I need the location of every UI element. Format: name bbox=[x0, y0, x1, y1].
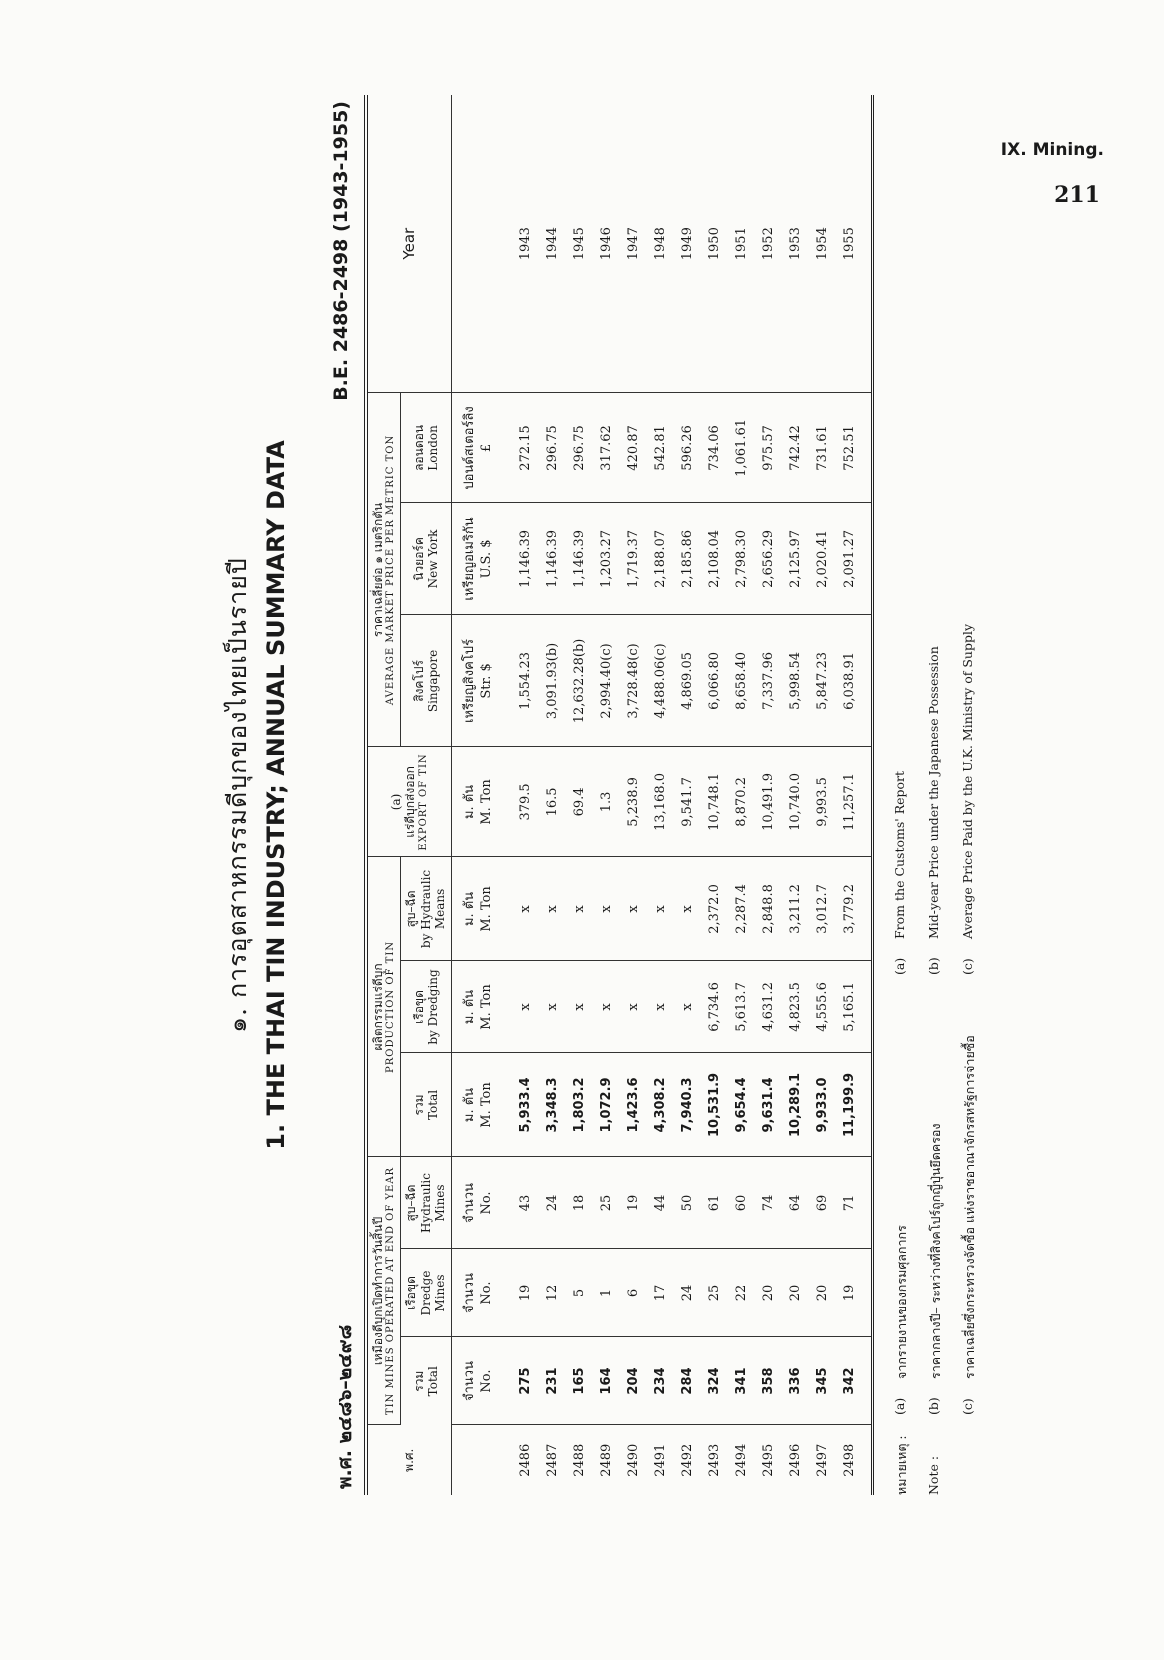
newyork-thai: นิวยอร์ค bbox=[411, 537, 426, 581]
note-thai-a bbox=[892, 975, 912, 1415]
table-row bbox=[701, 95, 728, 1495]
cell-total: 231 bbox=[539, 1337, 566, 1425]
table-row bbox=[755, 95, 782, 1495]
cell-year: 1954 bbox=[809, 95, 836, 393]
note-text: ราคากลางปี– ระหว่างที่สิงคโปร์ถูกญี่ปุ่นยึดครอง bbox=[927, 1123, 943, 1379]
cell-year: 1945 bbox=[566, 95, 593, 393]
singapore-en: Singapore bbox=[425, 649, 440, 713]
cell-london: 1,061.61 bbox=[728, 393, 755, 503]
singapore-thai: สิงคโปร์ bbox=[411, 660, 426, 702]
cell-prod-dredge: x bbox=[674, 961, 701, 1053]
unit-str-en: Str. $ bbox=[478, 663, 494, 699]
cell-london: 296.75 bbox=[566, 393, 593, 503]
cell-newyork: 2,108.04 bbox=[701, 503, 728, 615]
cell-london: 420.87 bbox=[620, 393, 647, 503]
cell-newyork: 1,146.39 bbox=[504, 503, 539, 615]
cell-hydraulic: 24 bbox=[539, 1157, 566, 1249]
note-text: Average Price Paid by the U.K. Ministry of Supply bbox=[959, 623, 975, 939]
cell-year: 1943 bbox=[504, 95, 539, 393]
unit-dredge bbox=[451, 1249, 504, 1337]
unit-total bbox=[451, 1337, 504, 1425]
cell-hydraulic: 43 bbox=[504, 1157, 539, 1249]
cell-prod-dredge: 4,555.6 bbox=[809, 961, 836, 1053]
cell-london: 272.15 bbox=[504, 393, 539, 503]
cell-be: 2491 bbox=[652, 1443, 668, 1477]
cell-newyork: 1,719.37 bbox=[620, 503, 647, 615]
cell-prod-total: 9,933.0 bbox=[809, 1053, 836, 1157]
note-mark: (b) bbox=[925, 957, 941, 975]
mines-hydraulic-header bbox=[401, 1157, 451, 1249]
note-mark: (a) bbox=[891, 1397, 907, 1415]
cell-singapore: 6,038.91 bbox=[836, 615, 873, 747]
cell-hydraulic: 50 bbox=[674, 1157, 701, 1249]
cell-year: 1952 bbox=[755, 95, 782, 393]
prod-total-en: Total bbox=[425, 1089, 440, 1121]
cell-total: 164 bbox=[593, 1337, 620, 1425]
unit-year-empty bbox=[451, 95, 504, 393]
rotated-table-page bbox=[210, 95, 977, 1495]
cell-singapore: 12,632.28(b) bbox=[566, 615, 593, 747]
cell-be: 2496 bbox=[787, 1443, 803, 1477]
mines-hydraulic-thai: สูบ–ฉีด bbox=[404, 1184, 419, 1222]
cell-be: 2498 bbox=[841, 1443, 857, 1477]
unit-count-thai: จำนวน bbox=[461, 1182, 477, 1223]
cell-prod-hydraulic: 3,779.2 bbox=[836, 857, 873, 961]
cell-be: 2494 bbox=[733, 1443, 749, 1477]
cell-hydraulic: 61 bbox=[701, 1157, 728, 1249]
cell-year: 1949 bbox=[674, 95, 701, 393]
cell-hydraulic: 25 bbox=[593, 1157, 620, 1249]
cell-prod-total: 7,940.3 bbox=[674, 1053, 701, 1157]
cell-year: 1947 bbox=[620, 95, 647, 393]
unit-gbp-thai: ปอนด์สเตอร์ลิง bbox=[461, 406, 477, 490]
cell-prod-hydraulic: 2,372.0 bbox=[701, 857, 728, 961]
note-mark: (b) bbox=[925, 1397, 941, 1415]
cell-prod-hydraulic: 2,848.8 bbox=[755, 857, 782, 961]
table-row bbox=[782, 95, 809, 1495]
cell-prod-hydraulic: 3,211.2 bbox=[782, 857, 809, 961]
unit-us-thai: เหรียญอเมริกัน bbox=[461, 517, 477, 601]
cell-prod-dredge: x bbox=[647, 961, 674, 1053]
mines-header-en: TIN MINES OPERATED AT END OF YEAR bbox=[385, 1166, 397, 1416]
table-row bbox=[593, 95, 620, 1495]
cell-be: 2490 bbox=[625, 1443, 641, 1477]
cell-be: 2493 bbox=[706, 1443, 722, 1477]
unit-empty bbox=[451, 1425, 504, 1495]
notes-thai bbox=[892, 95, 912, 1495]
cell-prod-dredge: x bbox=[566, 961, 593, 1053]
prod-total-header bbox=[401, 1053, 451, 1157]
note-mark: (a) bbox=[891, 957, 907, 975]
cell-hydraulic: 19 bbox=[620, 1157, 647, 1249]
unit-ton-en: M. Ton bbox=[478, 1082, 494, 1128]
be-header-text: พ.ศ. bbox=[402, 1448, 417, 1472]
cell-hydraulic: 60 bbox=[728, 1157, 755, 1249]
period-line bbox=[330, 95, 360, 1495]
thai-title: ๑. การอุตสาหกรรมดีบุกของไทยเป็นรายปี bbox=[223, 557, 252, 1033]
newyork-en: New York bbox=[425, 529, 440, 589]
london-header bbox=[401, 393, 451, 503]
unit-ton-thai: ม. ตัน bbox=[461, 1087, 477, 1123]
cell-be: 2495 bbox=[760, 1443, 776, 1477]
cell-prod-hydraulic: x bbox=[647, 857, 674, 961]
cell-hydraulic: 74 bbox=[755, 1157, 782, 1249]
cell-dredge: 25 bbox=[701, 1249, 728, 1337]
unit-ton-thai: ม. ตัน bbox=[461, 891, 477, 927]
notes-label-thai: หมายเหตุ : bbox=[893, 1435, 909, 1495]
cell-singapore: 8,658.40 bbox=[728, 615, 755, 747]
cell-singapore: 2,994.40(c) bbox=[593, 615, 620, 747]
unit-ton-en: M. Ton bbox=[478, 886, 494, 932]
cell-export: 13,168.0 bbox=[647, 747, 674, 857]
unit-ton-thai: ม. ตัน bbox=[461, 989, 477, 1025]
unit-ton-en: M. Ton bbox=[478, 779, 494, 825]
note-en-a bbox=[892, 535, 912, 975]
note-thai-b bbox=[926, 975, 946, 1415]
unit-hydraulic bbox=[451, 1157, 504, 1249]
cell-hydraulic: 64 bbox=[782, 1157, 809, 1249]
cell-london: 296.75 bbox=[539, 393, 566, 503]
cell-prod-total: 1,072.9 bbox=[593, 1053, 620, 1157]
cell-year: 1944 bbox=[539, 95, 566, 393]
cell-export: 379.5 bbox=[504, 747, 539, 857]
cell-year: 1946 bbox=[593, 95, 620, 393]
newyork-header bbox=[401, 503, 451, 615]
cell-newyork: 2,020.41 bbox=[809, 503, 836, 615]
unit-us-en: U.S. $ bbox=[478, 539, 494, 579]
cell-dredge: 12 bbox=[539, 1249, 566, 1337]
singapore-header bbox=[401, 615, 451, 747]
cell-singapore: 4,488.06(c) bbox=[647, 615, 674, 747]
export-note-mark: (a) bbox=[388, 793, 403, 811]
cell-prod-hydraulic: x bbox=[504, 857, 539, 961]
cell-prod-dredge: 4,823.5 bbox=[782, 961, 809, 1053]
prod-total-thai: รวม bbox=[411, 1094, 426, 1116]
note-en-b bbox=[926, 535, 946, 975]
cell-london: 734.06 bbox=[701, 393, 728, 503]
cell-year: 1955 bbox=[836, 95, 873, 393]
cell-singapore: 4,869.05 bbox=[674, 615, 701, 747]
unit-count-en: No. bbox=[478, 1281, 494, 1305]
period-thai: พ.ศ. ๒๔๘๖–๒๔๙๘ bbox=[334, 1324, 356, 1489]
cell-export: 5,238.9 bbox=[620, 747, 647, 857]
cell-be: 2486 bbox=[517, 1443, 533, 1477]
cell-london: 542.81 bbox=[647, 393, 674, 503]
cell-prod-dredge: x bbox=[539, 961, 566, 1053]
cell-hydraulic: 71 bbox=[836, 1157, 873, 1249]
mines-dredge-thai: เรือขุด bbox=[404, 1276, 419, 1310]
unit-str-thai: เหรียญสิงคโปร์ bbox=[461, 639, 477, 723]
notes-c bbox=[960, 95, 980, 1495]
cell-newyork: 1,146.39 bbox=[566, 503, 593, 615]
cell-total: 275 bbox=[504, 1337, 539, 1425]
unit-singapore bbox=[451, 615, 504, 747]
unit-ton-thai: ม. ตัน bbox=[461, 784, 477, 820]
mines-header-thai: เหมืองดีบุกเปิดทำการวันสิ้นปี bbox=[371, 1216, 385, 1366]
mines-dredge-en: Dredge Mines bbox=[418, 1270, 448, 1316]
notes-label-en: Note : bbox=[925, 1455, 941, 1495]
table-row bbox=[836, 95, 873, 1495]
table-row bbox=[809, 95, 836, 1495]
cell-prod-hydraulic: x bbox=[674, 857, 701, 961]
cell-prod-total: 11,199.9 bbox=[836, 1053, 873, 1157]
unit-prod-hydraulic bbox=[451, 857, 504, 961]
cell-dredge: 24 bbox=[674, 1249, 701, 1337]
cell-year: 1948 bbox=[647, 95, 674, 393]
cell-hydraulic: 44 bbox=[647, 1157, 674, 1249]
note-en-c bbox=[960, 535, 980, 975]
cell-prod-total: 1,803.2 bbox=[566, 1053, 593, 1157]
cell-dredge: 20 bbox=[782, 1249, 809, 1337]
cell-london: 752.51 bbox=[836, 393, 873, 503]
export-header bbox=[366, 747, 451, 857]
unit-prod-dredge bbox=[451, 961, 504, 1053]
table-row bbox=[647, 95, 674, 1495]
unit-ton-en: M. Ton bbox=[478, 984, 494, 1030]
note-thai-c bbox=[960, 975, 980, 1415]
export-header-en: EXPORT OF TIN bbox=[417, 753, 429, 851]
cell-london: 975.57 bbox=[755, 393, 782, 503]
london-thai: ลอนดอน bbox=[411, 424, 426, 471]
unit-newyork bbox=[451, 503, 504, 615]
cell-total: 342 bbox=[836, 1337, 873, 1425]
cell-singapore: 5,998.54 bbox=[782, 615, 809, 747]
note-text: ราคาเฉลี่ยซึ่งกระทรวงจัดซื้อ แห่งราชอาณาจักรสหรัฐการจ่ายซื้อ bbox=[961, 1035, 977, 1379]
cell-newyork: 2,125.97 bbox=[782, 503, 809, 615]
cell-export: 1.3 bbox=[593, 747, 620, 857]
cell-total: 165 bbox=[566, 1337, 593, 1425]
cell-newyork: 2,798.30 bbox=[728, 503, 755, 615]
cell-prod-hydraulic: 3,012.7 bbox=[809, 857, 836, 961]
cell-prod-total: 5,933.4 bbox=[504, 1053, 539, 1157]
production-header-thai: ผลิตกรรมแร่ดีบุก bbox=[371, 963, 385, 1051]
cell-export: 10,491.9 bbox=[755, 747, 782, 857]
cell-prod-hydraulic: x bbox=[620, 857, 647, 961]
prod-hydraulic-thai: สูบ–ฉีด bbox=[404, 890, 419, 928]
unit-london bbox=[451, 393, 504, 503]
cell-export: 9,993.5 bbox=[809, 747, 836, 857]
cell-singapore: 3,091.93(b) bbox=[539, 615, 566, 747]
cell-export: 16.5 bbox=[539, 747, 566, 857]
cell-dredge: 20 bbox=[755, 1249, 782, 1337]
cell-singapore: 7,337.96 bbox=[755, 615, 782, 747]
price-header-thai: ราคาเฉลี่ยต่อ ๑ เมตริกตัน bbox=[371, 502, 385, 638]
unit-prod-total bbox=[451, 1053, 504, 1157]
price-header bbox=[366, 393, 401, 747]
cell-export: 10,740.0 bbox=[782, 747, 809, 857]
cell-prod-hydraulic: x bbox=[593, 857, 620, 961]
data-rows bbox=[504, 95, 873, 1495]
cell-total: 324 bbox=[701, 1337, 728, 1425]
cell-year: 1950 bbox=[701, 95, 728, 393]
table-row bbox=[566, 95, 593, 1495]
cell-export: 8,870.2 bbox=[728, 747, 755, 857]
cell-london: 596.26 bbox=[674, 393, 701, 503]
cell-dredge: 6 bbox=[620, 1249, 647, 1337]
unit-count-thai: จำนวน bbox=[461, 1361, 477, 1401]
cell-london: 742.42 bbox=[782, 393, 809, 503]
cell-prod-dredge: 5,165.1 bbox=[836, 961, 873, 1053]
london-en: London bbox=[425, 425, 440, 471]
tin-industry-table bbox=[364, 95, 874, 1495]
table-row bbox=[728, 95, 755, 1495]
cell-prod-hydraulic: 2,287.4 bbox=[728, 857, 755, 961]
cell-export: 69.4 bbox=[566, 747, 593, 857]
cell-singapore: 1,554.23 bbox=[504, 615, 539, 747]
export-header-thai: แร่ดีบุกส่งออก bbox=[403, 766, 418, 838]
units-row bbox=[451, 95, 504, 1495]
note-text: From the Customs' Report bbox=[891, 770, 907, 939]
unit-gbp-en: £ bbox=[478, 443, 494, 453]
cell-prod-total: 9,654.4 bbox=[728, 1053, 755, 1157]
mines-total-thai: รวม bbox=[411, 1370, 426, 1392]
cell-prod-dredge: 6,734.6 bbox=[701, 961, 728, 1053]
title-block bbox=[218, 95, 328, 1495]
cell-total: 341 bbox=[728, 1337, 755, 1425]
cell-export: 9,541.7 bbox=[674, 747, 701, 857]
prod-hydraulic-en: by Hydraulic Means bbox=[418, 869, 448, 949]
english-title: 1. THE THAI TIN INDUSTRY; ANNUAL SUMMARY DATA bbox=[262, 440, 290, 1150]
cell-be: 2497 bbox=[814, 1443, 830, 1477]
mines-dredge-header bbox=[401, 1249, 451, 1337]
cell-prod-total: 10,289.1 bbox=[782, 1053, 809, 1157]
note-text: จากรายงานของกรมศุลกากร bbox=[893, 1225, 909, 1379]
table-row bbox=[539, 95, 566, 1495]
price-header-en: AVERAGE MARKET PRICE PER METRIC TON bbox=[385, 434, 397, 706]
cell-total: 358 bbox=[755, 1337, 782, 1425]
cell-dredge: 17 bbox=[647, 1249, 674, 1337]
mines-hydraulic-en: Hydraulic Mines bbox=[418, 1173, 448, 1233]
cell-singapore: 5,847.23 bbox=[809, 615, 836, 747]
cell-singapore: 6,066.80 bbox=[701, 615, 728, 747]
cell-dredge: 22 bbox=[728, 1249, 755, 1337]
cell-prod-total: 1,423.6 bbox=[620, 1053, 647, 1157]
cell-prod-hydraulic: x bbox=[566, 857, 593, 961]
prod-dredge-header bbox=[401, 961, 451, 1053]
unit-count-thai: จำนวน bbox=[461, 1273, 477, 1313]
cell-prod-total: 4,308.2 bbox=[647, 1053, 674, 1157]
cell-prod-dredge: x bbox=[504, 961, 539, 1053]
cell-singapore: 3,728.48(c) bbox=[620, 615, 647, 747]
section-heading: IX. Mining. bbox=[1000, 140, 1104, 160]
cell-prod-dredge: 5,613.7 bbox=[728, 961, 755, 1053]
page-number: 211 bbox=[1054, 182, 1100, 208]
production-header-en: PRODUCTION OF TIN bbox=[385, 940, 397, 1073]
period-english: B.E. 2486-2498 (1943-1955) bbox=[330, 101, 352, 401]
cell-total: 234 bbox=[647, 1337, 674, 1425]
year-header bbox=[366, 95, 451, 393]
cell-dredge: 19 bbox=[836, 1249, 873, 1337]
mines-header bbox=[366, 1157, 401, 1425]
cell-newyork: 2,091.27 bbox=[836, 503, 873, 615]
cell-dredge: 19 bbox=[504, 1249, 539, 1337]
cell-newyork: 1,203.27 bbox=[593, 503, 620, 615]
mines-total-en: Total bbox=[425, 1366, 440, 1397]
production-header bbox=[366, 857, 401, 1157]
unit-count-en: No. bbox=[478, 1369, 494, 1393]
cell-export: 10,748.1 bbox=[701, 747, 728, 857]
cell-hydraulic: 69 bbox=[809, 1157, 836, 1249]
unit-export bbox=[451, 747, 504, 857]
cell-london: 317.62 bbox=[593, 393, 620, 503]
cell-prod-dredge: x bbox=[620, 961, 647, 1053]
notes-b bbox=[926, 95, 946, 1495]
cell-newyork: 2,185.86 bbox=[674, 503, 701, 615]
cell-be: 2492 bbox=[679, 1443, 695, 1477]
cell-prod-total: 3,348.3 bbox=[539, 1053, 566, 1157]
unit-count-en: No. bbox=[478, 1191, 494, 1215]
cell-total: 345 bbox=[809, 1337, 836, 1425]
note-text: Mid-year Price under the Japanese Possession bbox=[925, 646, 941, 939]
cell-hydraulic: 18 bbox=[566, 1157, 593, 1249]
prod-dredge-en: by Dredging bbox=[425, 969, 440, 1045]
cell-export: 11,257.1 bbox=[836, 747, 873, 857]
cell-year: 1951 bbox=[728, 95, 755, 393]
note-mark: (c) bbox=[959, 958, 975, 975]
cell-prod-total: 10,531.9 bbox=[701, 1053, 728, 1157]
cell-total: 284 bbox=[674, 1337, 701, 1425]
be-header bbox=[366, 1425, 451, 1495]
cell-prod-hydraulic: x bbox=[539, 857, 566, 961]
cell-newyork: 2,656.29 bbox=[755, 503, 782, 615]
cell-year: 1953 bbox=[782, 95, 809, 393]
cell-be: 2488 bbox=[571, 1443, 587, 1477]
table-row bbox=[674, 95, 701, 1495]
note-mark: (c) bbox=[959, 1398, 975, 1415]
cell-total: 204 bbox=[620, 1337, 647, 1425]
prod-dredge-thai: เรือขุด bbox=[411, 990, 426, 1024]
cell-prod-total: 9,631.4 bbox=[755, 1053, 782, 1157]
cell-dredge: 1 bbox=[593, 1249, 620, 1337]
prod-hydraulic-header bbox=[401, 857, 451, 961]
cell-newyork: 2,188.07 bbox=[647, 503, 674, 615]
notes-block bbox=[892, 95, 980, 1495]
cell-dredge: 20 bbox=[809, 1249, 836, 1337]
cell-total: 336 bbox=[782, 1337, 809, 1425]
cell-newyork: 1,146.39 bbox=[539, 503, 566, 615]
cell-prod-dredge: x bbox=[593, 961, 620, 1053]
table-row bbox=[504, 95, 539, 1495]
cell-be: 2489 bbox=[598, 1443, 614, 1477]
table-row bbox=[620, 95, 647, 1495]
cell-dredge: 5 bbox=[566, 1249, 593, 1337]
year-header-text: Year bbox=[400, 227, 419, 260]
cell-london: 731.61 bbox=[809, 393, 836, 503]
notes-label-spacer bbox=[960, 1415, 980, 1495]
mines-total-header bbox=[401, 1337, 451, 1425]
cell-be: 2487 bbox=[544, 1443, 560, 1477]
cell-prod-dredge: 4,631.2 bbox=[755, 961, 782, 1053]
